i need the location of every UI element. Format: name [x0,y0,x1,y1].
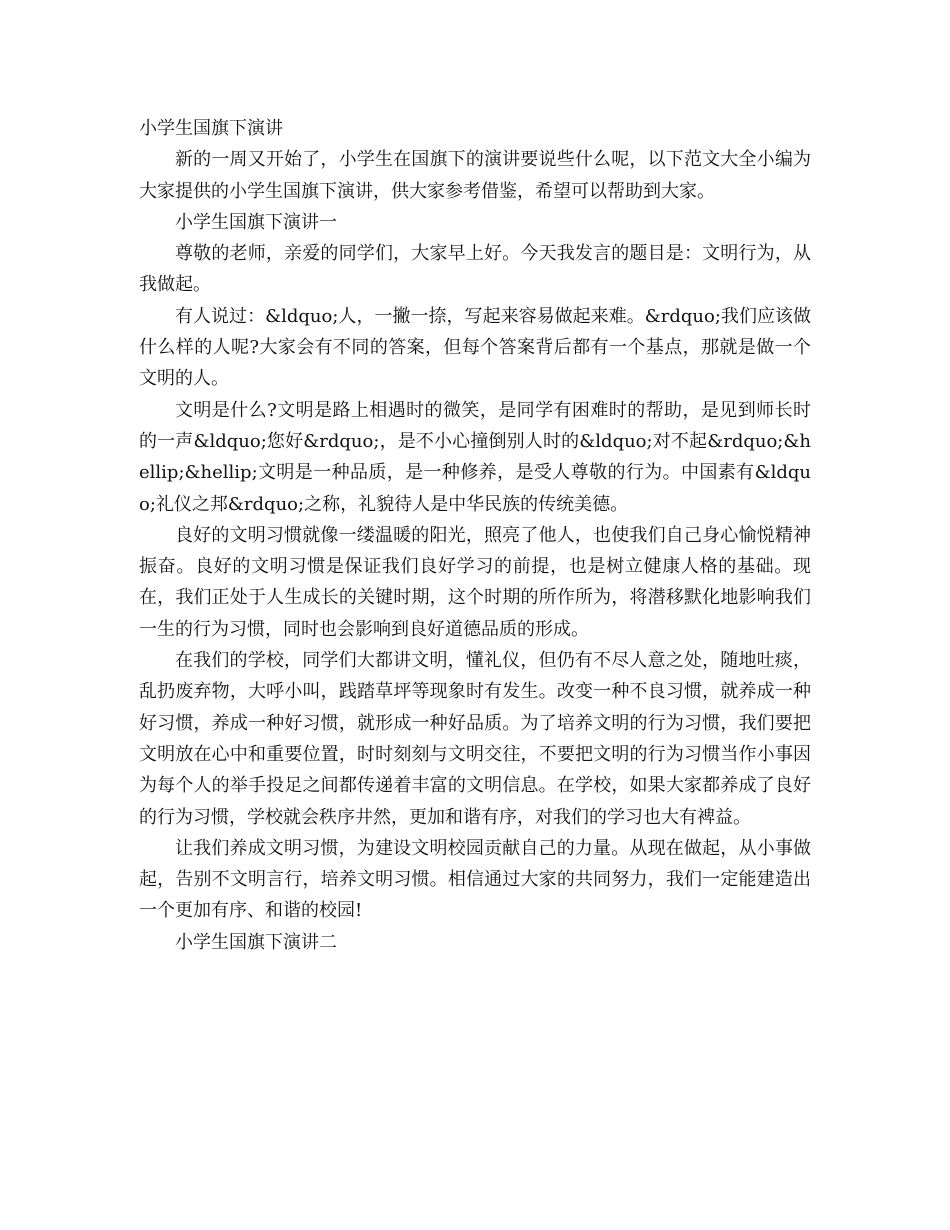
document-page [139,113,811,958]
body-paragraph: 有人说过：&ldquo;人，一撇一捺，写起来容易做起来难。&rdquo;我们应该做什么样的人呢?大家会有不同的答案，但每个答案背后都有一个基点，那就是做一个文明的人。 [139,305,811,390]
body-paragraph: 良好的文明习惯就像一缕温暖的阳光，照亮了他人，也使我们自己身心愉悦精神振奋。良好的文明习惯是保证我们良好学习的前提，也是树立健康人格的基础。现在，我们正处于人生成长的关键时期，这个时期的所作所为，将潜移默化地影响我们一生的行为习惯，同时也会影响到良好道德品质的形成。 [139,524,811,640]
intro-paragraph: 新的一周又开始了，小学生在国旗下的演讲要说些什么呢，以下范文大全小编为大家提供的小学生国旗下演讲，供大家参考借鉴，希望可以帮助到大家。 [139,149,811,202]
closing-paragraph: 让我们养成文明习惯，为建设文明校园贡献自己的力量。从现在做起，从小事做起，告别不文明言行，培养文明习惯。相信通过大家的共同努力，我们一定能建造出一个更加有序、和谐的校园! [139,837,811,922]
body-paragraph: 文明是什么?文明是路上相遇时的微笑，是同学有困难时的帮助，是见到师长时的一声&ldquo;您好&rdquo;，是不小心撞倒别人时的&ldquo;对不起&rdquo;&hellip;&hellip;文明是一种品质，是一种修养，是受人尊敬的行为。中国素有&ldquo;礼仪之邦&rdquo;之称，礼貌待人是中华民族的传统美德。 [139,399,811,515]
section-heading-speech-two: 小学生国旗下演讲二 [175,931,337,953]
section-heading-speech-one: 小学生国旗下演讲一 [175,211,337,233]
document-title: 小学生国旗下演讲 [139,118,283,139]
greeting-paragraph: 尊敬的老师，亲爱的同学们，大家早上好。今天我发言的题目是：文明行为，从我做起。 [139,243,811,296]
body-paragraph: 在我们的学校，同学们大都讲文明，懂礼仪，但仍有不尽人意之处，随地吐痰，乱扔废弃物，大呼小叫，践踏草坪等现象时有发生。改变一种不良习惯，就养成一种好习惯，养成一种好习惯，就形成一种好品质。为了培养文明的行为习惯，我们要把文明放在心中和重要位置，时时刻刻与文明交往，不要把文明的行为习惯当作小事因为每个人的举手投足之间都传递着丰富的文明信息。在学校，如果大家都养成了良好的行为习惯，学校就会秩序井然，更加和谐有序，对我们的学习也大有裨益。 [139,650,811,828]
